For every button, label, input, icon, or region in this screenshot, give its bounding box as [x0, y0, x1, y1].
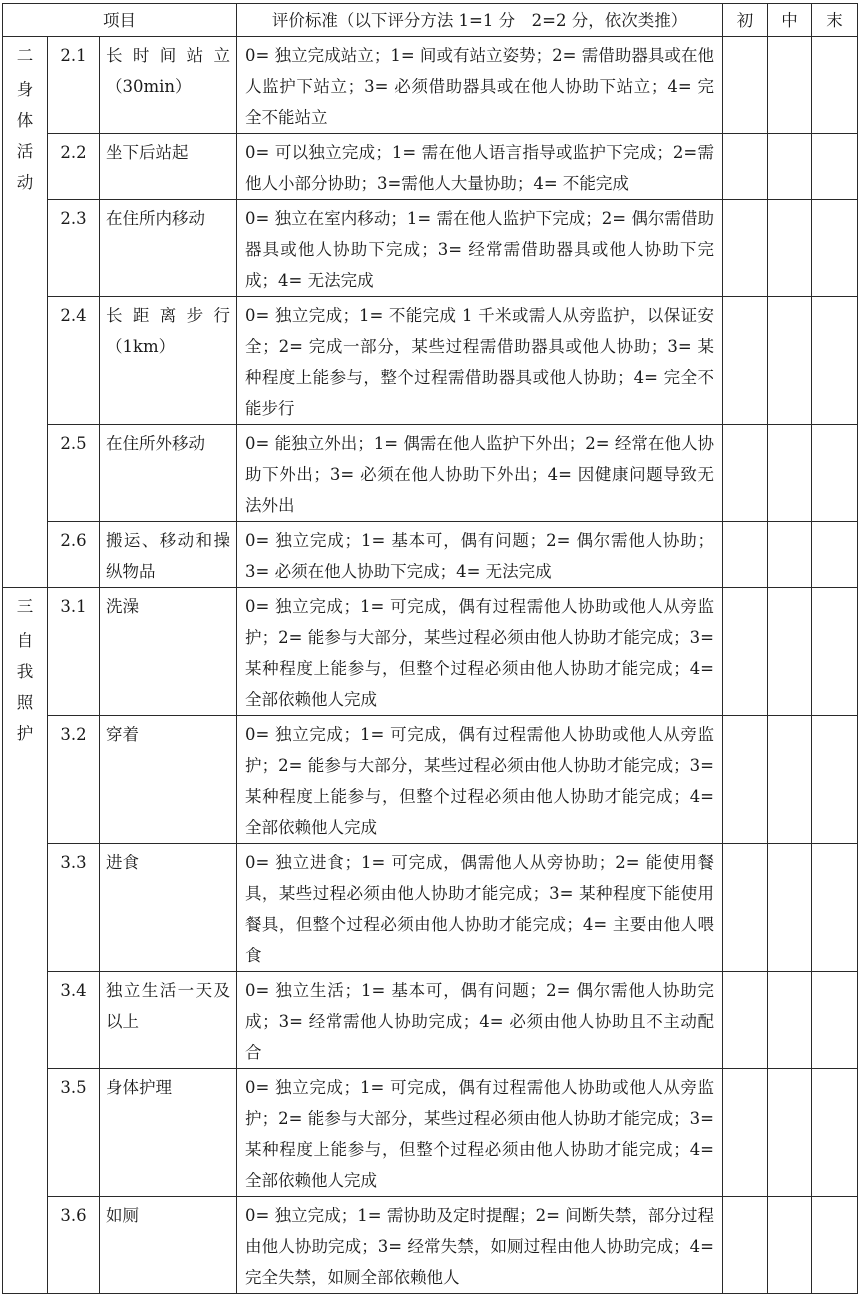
row-item: 如厕	[100, 1197, 237, 1294]
score-final-cell[interactable]	[812, 134, 858, 200]
score-initial-cell[interactable]	[723, 425, 768, 522]
header-criteria: 评价标准（以下评分方法 1=1 分 2=2 分，依次类推）	[237, 4, 723, 37]
score-middle-cell[interactable]	[768, 425, 812, 522]
section-char: 活	[16, 142, 34, 161]
table-row	[3, 134, 858, 200]
table-row	[3, 716, 858, 844]
score-middle-cell[interactable]	[768, 588, 812, 716]
section-char: 动	[16, 173, 34, 192]
header-row	[3, 4, 858, 37]
row-number: 2.1	[48, 37, 100, 134]
table-row	[3, 972, 858, 1069]
score-middle-cell[interactable]	[768, 522, 812, 588]
section-char: 二	[16, 46, 34, 65]
row-number: 3.1	[48, 588, 100, 716]
score-initial-cell[interactable]	[723, 297, 768, 425]
table-row	[3, 588, 858, 716]
score-initial-cell[interactable]	[723, 588, 768, 716]
section-char: 身	[16, 80, 34, 99]
table-row	[3, 297, 858, 425]
row-criteria: 0= 独立完成；1= 不能完成 1 千米或需人从旁监护，以保证安全；2= 完成一部分，某些过程需借助器具或他人协助；3= 某种程度上能参与，整个过程需借助器具或他人协助；4= 完全不能步行	[237, 297, 723, 425]
score-middle-cell[interactable]	[768, 972, 812, 1069]
row-criteria: 0= 能独立外出；1= 偶需在他人监护下外出；2= 经常在他人协助下外出；3= 必须在他人协助下外出；4= 因健康问题导致无法外出	[237, 425, 723, 522]
table-row	[3, 425, 858, 522]
score-final-cell[interactable]	[812, 1069, 858, 1197]
section-char: 体	[16, 111, 34, 130]
row-item: 长时间站立（30min）	[100, 37, 237, 134]
row-item: 独立生活一天及以上	[100, 972, 237, 1069]
row-item: 进食	[100, 844, 237, 972]
score-middle-cell[interactable]	[768, 716, 812, 844]
section-label-self-care	[3, 588, 48, 1294]
row-criteria: 0= 独立完成；1= 可完成，偶有过程需他人协助或他人从旁监护；2= 能参与大部分，某些过程必须由他人协助才能完成；3= 某种程度上能参与，但整个过程必须由他人协助才能完成；4= 全部依赖他人完成	[237, 1069, 723, 1197]
row-number: 2.4	[48, 297, 100, 425]
row-item: 洗澡	[100, 588, 237, 716]
row-number: 2.3	[48, 200, 100, 297]
header-final: 末	[812, 4, 858, 37]
score-final-cell[interactable]	[812, 425, 858, 522]
row-item: 搬运、移动和操纵物品	[100, 522, 237, 588]
score-middle-cell[interactable]	[768, 37, 812, 134]
row-item: 穿着	[100, 716, 237, 844]
row-criteria: 0= 独立完成；1= 可完成，偶有过程需他人协助或他人从旁监护；2= 能参与大部分，某些过程必须由他人协助才能完成；3= 某种程度上能参与，但整个过程必须由他人协助才能完成；4= 全部依赖他人完成	[237, 588, 723, 716]
score-middle-cell[interactable]	[768, 200, 812, 297]
section-label-physical	[3, 37, 48, 588]
row-criteria: 0= 独立完成；1= 基本可，偶有问题；2= 偶尔需他人协助；3= 必须在他人协助下完成；4= 无法完成	[237, 522, 723, 588]
table-row	[3, 1197, 858, 1294]
row-number: 3.6	[48, 1197, 100, 1294]
score-final-cell[interactable]	[812, 200, 858, 297]
section-char: 我	[16, 662, 34, 681]
header-initial: 初	[723, 4, 768, 37]
section-char: 三	[16, 597, 34, 616]
row-criteria: 0= 独立完成站立；1= 间或有站立姿势；2= 需借助器具或在他人监护下站立；3= 必须借助器具或在他人协助下站立；4= 完全不能站立	[237, 37, 723, 134]
score-final-cell[interactable]	[812, 844, 858, 972]
score-initial-cell[interactable]	[723, 1069, 768, 1197]
row-criteria: 0= 独立完成；1= 可完成，偶有过程需他人协助或他人从旁监护；2= 能参与大部分，某些过程必须由他人协助才能完成；3= 某种程度上能参与，但整个过程必须由他人协助才能完成；4= 全部依赖他人完成	[237, 716, 723, 844]
score-initial-cell[interactable]	[723, 716, 768, 844]
score-initial-cell[interactable]	[723, 522, 768, 588]
score-final-cell[interactable]	[812, 972, 858, 1069]
score-final-cell[interactable]	[812, 297, 858, 425]
row-criteria: 0= 可以独立完成；1= 需在他人语言指导或监护下完成；2=需他人小部分协助；3=需他人大量协助；4= 不能完成	[237, 134, 723, 200]
score-middle-cell[interactable]	[768, 844, 812, 972]
score-initial-cell[interactable]	[723, 200, 768, 297]
table-row	[3, 844, 858, 972]
section-char: 自	[16, 631, 34, 650]
score-initial-cell[interactable]	[723, 37, 768, 134]
score-initial-cell[interactable]	[723, 1197, 768, 1294]
row-criteria: 0= 独立生活；1= 基本可，偶有问题；2= 偶尔需他人协助完成；3= 经常需他人协助完成；4= 必须由他人协助且不主动配合	[237, 972, 723, 1069]
section-char: 护	[16, 724, 34, 743]
row-number: 2.2	[48, 134, 100, 200]
row-criteria: 0= 独立进食；1= 可完成，偶需他人从旁协助；2= 能使用餐具，某些过程必须由他人协助才能完成；3= 某种程度下能使用餐具，但整个过程必须由他人协助才能完成；4= 主要由他人喂食	[237, 844, 723, 972]
score-middle-cell[interactable]	[768, 1069, 812, 1197]
header-middle: 中	[768, 4, 812, 37]
score-middle-cell[interactable]	[768, 134, 812, 200]
table-row	[3, 522, 858, 588]
row-item: 在住所内移动	[100, 200, 237, 297]
score-initial-cell[interactable]	[723, 844, 768, 972]
row-number: 2.5	[48, 425, 100, 522]
row-number: 3.4	[48, 972, 100, 1069]
row-item: 坐下后站起	[100, 134, 237, 200]
row-number: 3.3	[48, 844, 100, 972]
section-char: 照	[16, 693, 34, 712]
score-middle-cell[interactable]	[768, 297, 812, 425]
row-item: 长距离步行（1km）	[100, 297, 237, 425]
row-item: 身体护理	[100, 1069, 237, 1197]
row-number: 3.5	[48, 1069, 100, 1197]
score-final-cell[interactable]	[812, 1197, 858, 1294]
row-number: 3.2	[48, 716, 100, 844]
score-final-cell[interactable]	[812, 716, 858, 844]
header-item: 项目	[3, 4, 237, 37]
row-criteria: 0= 独立在室内移动；1= 需在他人监护下完成；2= 偶尔需借助器具或他人协助下完成；3= 经常需借助器具或他人协助下完成；4= 无法完成	[237, 200, 723, 297]
table-row	[3, 200, 858, 297]
score-initial-cell[interactable]	[723, 972, 768, 1069]
table-row	[3, 37, 858, 134]
score-final-cell[interactable]	[812, 522, 858, 588]
score-middle-cell[interactable]	[768, 1197, 812, 1294]
assessment-table	[2, 3, 858, 1294]
row-criteria: 0= 独立完成；1= 需协助及定时提醒；2= 间断失禁，部分过程由他人协助完成；3= 经常失禁，如厕过程由他人协助完成；4= 完全失禁，如厕全部依赖他人	[237, 1197, 723, 1294]
score-initial-cell[interactable]	[723, 134, 768, 200]
score-final-cell[interactable]	[812, 37, 858, 134]
row-number: 2.6	[48, 522, 100, 588]
table-row	[3, 1069, 858, 1197]
row-item: 在住所外移动	[100, 425, 237, 522]
score-final-cell[interactable]	[812, 588, 858, 716]
